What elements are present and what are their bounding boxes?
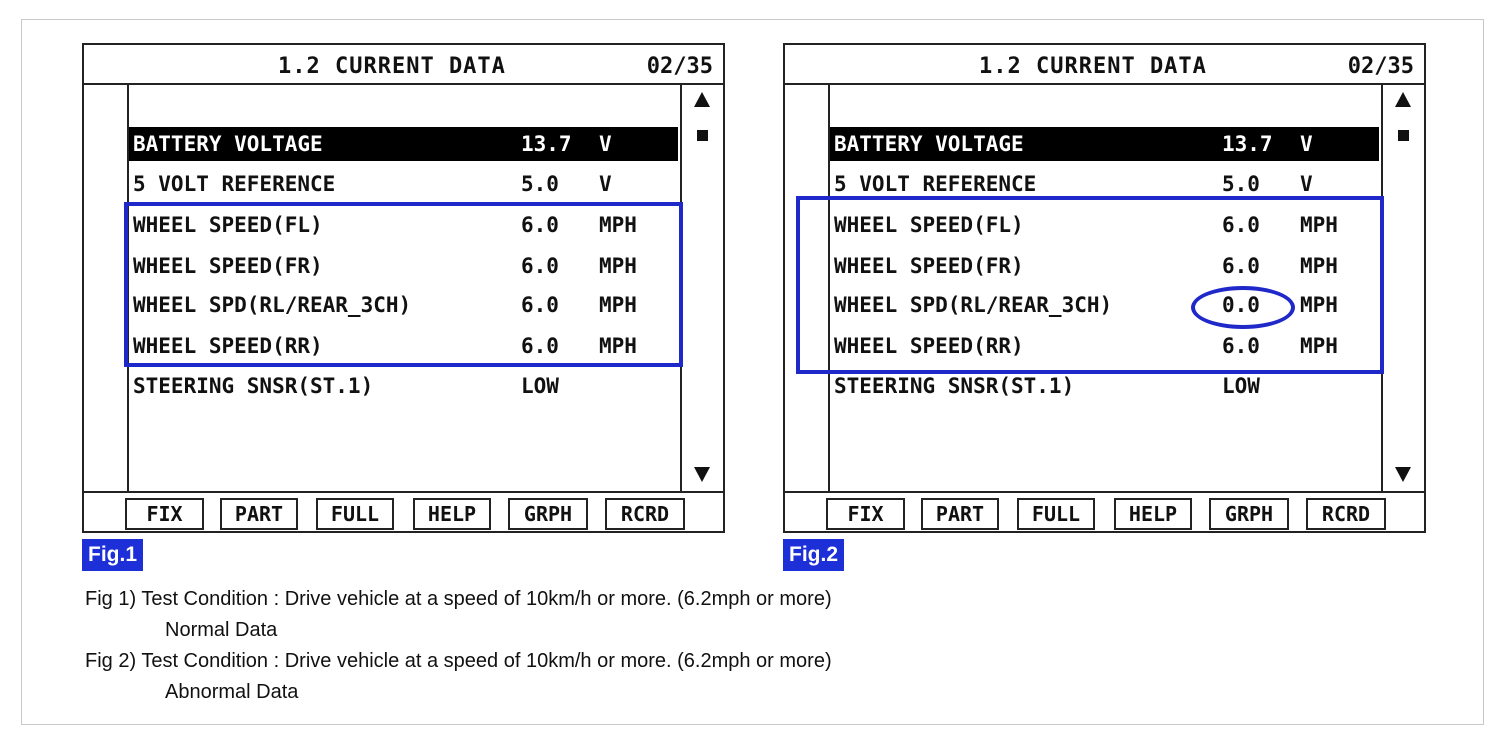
footer-divider [84,491,723,493]
row-unit: MPH [599,213,637,237]
row-unit: V [1300,172,1313,196]
row-label: BATTERY VOLTAGE [133,132,323,156]
fig1-tag: Fig.1 [82,539,143,571]
scroll-down-arrow-icon[interactable] [1395,467,1411,482]
help-button[interactable]: HELP [413,498,491,530]
scan-tool-screen-fig1 [82,43,725,533]
row-value: 5.0 [1222,172,1260,196]
row-label: BATTERY VOLTAGE [834,132,1024,156]
row-label: WHEEL SPD(RL/REAR_3CH) [133,293,412,317]
scan-tool-screen-fig2 [783,43,1426,533]
screen-title: 1.2 CURRENT DATA [979,54,1207,79]
row-value: 0.0 [1222,293,1260,317]
row-value: 13.7 [521,132,572,156]
row-unit: V [599,172,612,196]
caption-fig2-condition: Fig 2) Test Condition : Drive vehicle at a speed of 10km/h or more. (6.2mph or more) [85,650,832,672]
footer-divider [785,491,1424,493]
row-unit: MPH [599,293,637,317]
help-button[interactable]: HELP [1114,498,1192,530]
scroll-thumb[interactable] [697,130,708,141]
row-value: LOW [521,374,559,398]
data-row-battery-voltage[interactable] [830,127,1379,161]
fig2-tag: Fig.2 [783,539,844,571]
scroll-up-arrow-icon[interactable] [694,92,710,107]
rcrd-button[interactable]: RCRD [1306,498,1386,530]
row-label: WHEEL SPEED(FR) [834,254,1024,278]
row-label: STEERING SNSR(ST.1) [133,374,374,398]
part-button[interactable]: PART [220,498,298,530]
data-row-battery-voltage[interactable] [129,127,678,161]
caption-fig1-result: Normal Data [165,619,278,641]
highlight-ellipse-abnormal-value [1191,286,1295,329]
grph-button[interactable]: GRPH [508,498,588,530]
fix-button[interactable]: FIX [125,498,204,530]
rcrd-button[interactable]: RCRD [605,498,685,530]
row-label: 5 VOLT REFERENCE [834,172,1037,196]
row-unit: MPH [1300,293,1338,317]
screen-header [84,45,723,85]
row-label: STEERING SNSR(ST.1) [834,374,1075,398]
row-value: 13.7 [1222,132,1273,156]
row-value: 6.0 [521,213,559,237]
data-row-steering-sensor[interactable] [830,369,1379,403]
fix-button[interactable]: FIX [826,498,905,530]
row-value: 6.0 [521,334,559,358]
row-unit: V [599,132,612,156]
row-label: WHEEL SPEED(RR) [133,334,323,358]
row-value: 6.0 [1222,213,1260,237]
row-value: LOW [1222,374,1260,398]
row-label: WHEEL SPEED(FR) [133,254,323,278]
row-unit: MPH [599,254,637,278]
row-value: 6.0 [1222,254,1260,278]
screen-header [785,45,1424,85]
page-counter: 02/35 [1347,54,1414,79]
row-label: WHEEL SPEED(FL) [834,213,1024,237]
row-value: 6.0 [1222,334,1260,358]
row-label: 5 VOLT REFERENCE [133,172,336,196]
row-label: WHEEL SPEED(RR) [834,334,1024,358]
full-button[interactable]: FULL [316,498,394,530]
data-row-5v-reference[interactable] [129,167,678,201]
scroll-up-arrow-icon[interactable] [1395,92,1411,107]
highlight-box-wheel-speeds [124,202,683,367]
full-button[interactable]: FULL [1017,498,1095,530]
part-button[interactable]: PART [921,498,999,530]
data-row-steering-sensor[interactable] [129,369,678,403]
grph-button[interactable]: GRPH [1209,498,1289,530]
row-value: 6.0 [521,293,559,317]
row-unit: MPH [1300,213,1338,237]
scroll-down-arrow-icon[interactable] [694,467,710,482]
row-label: WHEEL SPEED(FL) [133,213,323,237]
row-unit: MPH [599,334,637,358]
scroll-thumb[interactable] [1398,130,1409,141]
row-label: WHEEL SPD(RL/REAR_3CH) [834,293,1113,317]
row-unit: MPH [1300,334,1338,358]
row-unit: MPH [1300,254,1338,278]
row-value: 6.0 [521,254,559,278]
row-unit: V [1300,132,1313,156]
screen-title: 1.2 CURRENT DATA [278,54,506,79]
caption-fig1-condition: Fig 1) Test Condition : Drive vehicle at a speed of 10km/h or more. (6.2mph or more) [85,588,832,610]
caption-fig2-result: Abnormal Data [165,681,299,703]
page-counter: 02/35 [646,54,713,79]
highlight-box-wheel-speeds [796,196,1384,374]
row-value: 5.0 [521,172,559,196]
